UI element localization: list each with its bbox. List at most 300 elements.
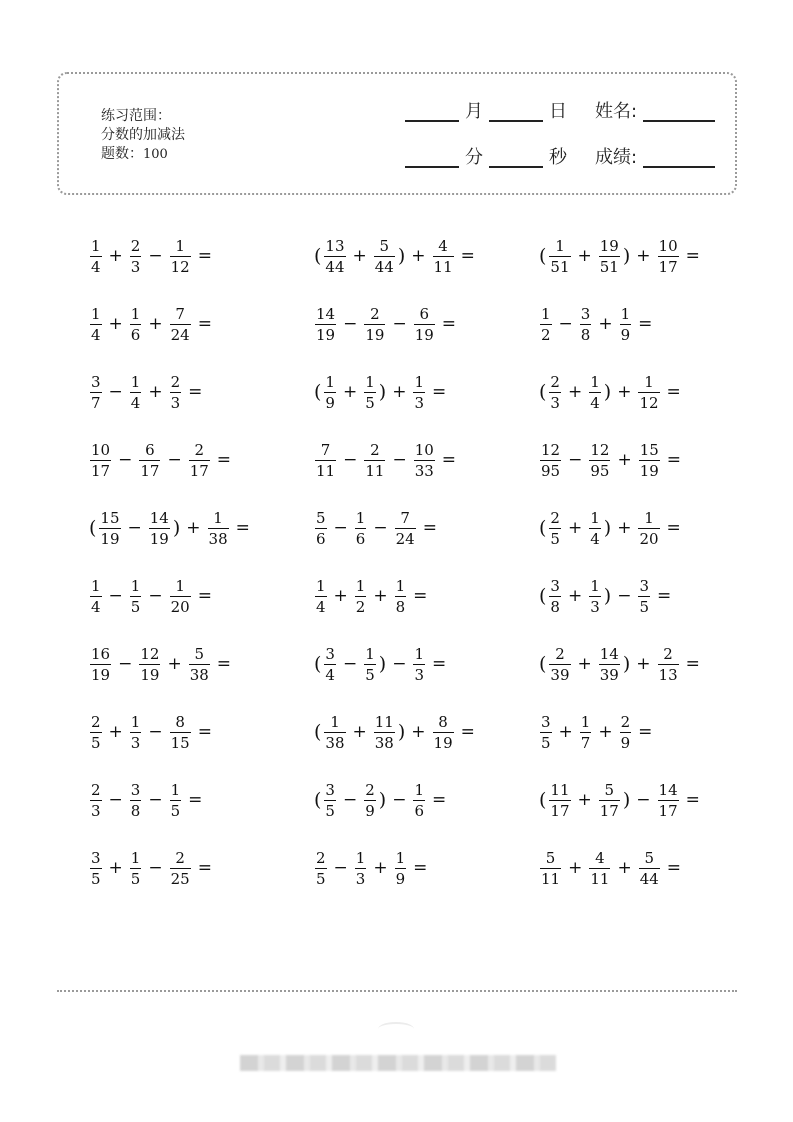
operator: + (108, 722, 123, 742)
denominator: 38 (189, 665, 209, 684)
numerator: 1 (541, 304, 551, 323)
operator: + (352, 246, 367, 266)
fraction (620, 714, 632, 751)
numerator: 1 (325, 372, 335, 391)
fraction (549, 782, 570, 819)
denominator: 5 (325, 801, 335, 820)
problem-item (88, 234, 217, 278)
fraction (374, 238, 395, 275)
numerator: 1 (365, 644, 375, 663)
fraction (540, 306, 552, 343)
month-label: 月 (465, 101, 483, 122)
parenthesis: ) (378, 653, 387, 675)
numerator: 1 (395, 848, 406, 867)
parenthesis: ( (539, 653, 547, 675)
numerator: 1 (330, 712, 340, 731)
operator: − (343, 314, 358, 334)
denominator: 33 (414, 461, 434, 480)
denominator: 19 (639, 461, 659, 480)
worksheet-header (57, 72, 737, 195)
fraction (130, 374, 142, 411)
numerator: 19 (599, 236, 619, 255)
parenthesis: ) (603, 585, 612, 607)
denominator: 9 (620, 733, 631, 752)
parenthesis: ) (603, 517, 612, 539)
fraction (170, 850, 191, 887)
denominator: 4 (316, 597, 326, 616)
numerator: 3 (639, 576, 649, 595)
parenthesis: ) (172, 517, 181, 539)
denominator: 5 (550, 529, 560, 548)
fraction (99, 510, 120, 547)
numerator: 3 (91, 848, 101, 867)
equals-sign: = (460, 722, 475, 742)
time-score-row (405, 148, 715, 168)
operator: + (567, 518, 583, 538)
denominator: 11 (541, 869, 561, 888)
numerator: 10 (91, 440, 111, 459)
fraction (413, 782, 425, 819)
fraction (208, 510, 229, 547)
fraction (170, 238, 191, 275)
operator: − (392, 790, 407, 810)
denominator: 4 (91, 325, 101, 344)
operator: + (108, 246, 123, 266)
problem-item (313, 846, 432, 890)
denominator: 4 (130, 393, 141, 412)
numerator: 16 (91, 644, 111, 663)
equals-sign: = (431, 790, 447, 810)
numerator: 1 (644, 508, 654, 527)
fraction (658, 782, 679, 819)
equals-sign: = (685, 790, 700, 810)
fraction (658, 646, 679, 683)
parenthesis: ( (314, 653, 322, 675)
denominator: 11 (316, 461, 336, 480)
fraction (639, 442, 660, 479)
day-label: 日 (549, 101, 567, 122)
numerator: 4 (595, 848, 605, 867)
equals-sign: = (431, 382, 447, 402)
fraction (364, 306, 385, 343)
equals-sign: = (666, 382, 681, 402)
fraction (170, 578, 191, 615)
operator: − (558, 314, 573, 334)
parenthesis: ) (378, 789, 387, 811)
practice-range-value: 分数的加减法 (101, 127, 185, 143)
operator: − (118, 654, 133, 674)
equals-sign: = (216, 654, 232, 674)
problem-item (313, 302, 461, 346)
fraction (540, 442, 561, 479)
numerator: 10 (658, 236, 678, 255)
denominator: 44 (325, 257, 345, 276)
numerator: 5 (194, 644, 204, 663)
operator: − (118, 450, 133, 470)
problem-item (538, 438, 686, 482)
fraction (638, 578, 650, 615)
fraction (324, 374, 336, 411)
parenthesis: ( (314, 381, 322, 403)
numerator: 6 (145, 440, 155, 459)
fraction (414, 306, 435, 343)
operator: + (392, 382, 407, 402)
problem-item (313, 234, 480, 278)
denominator: 51 (599, 257, 619, 276)
fraction (315, 306, 336, 343)
operator: − (342, 790, 358, 810)
denominator: 9 (620, 325, 631, 344)
operator: + (567, 382, 583, 402)
equals-sign: = (197, 722, 212, 742)
numerator: 1 (91, 304, 101, 323)
numerator: 7 (320, 440, 331, 459)
fraction (130, 782, 142, 819)
problem-item (313, 710, 480, 754)
operator: − (343, 450, 358, 470)
numerator: 2 (555, 644, 565, 663)
numerator: 2 (130, 236, 141, 255)
numerator: 2 (550, 508, 560, 527)
fraction (170, 306, 191, 343)
fraction (638, 374, 659, 411)
equals-sign: = (216, 450, 232, 470)
fraction (90, 442, 111, 479)
fraction (315, 850, 327, 887)
fraction (639, 850, 660, 887)
numerator: 10 (414, 440, 434, 459)
numerator: 5 (604, 780, 615, 799)
denominator: 9 (365, 801, 375, 820)
numerator: 7 (400, 508, 410, 527)
denominator: 19 (100, 529, 120, 548)
denominator: 39 (550, 665, 570, 684)
problem-item (538, 778, 705, 822)
denominator: 4 (590, 393, 600, 412)
numerator: 3 (325, 644, 335, 663)
fraction (170, 714, 191, 751)
fraction (549, 374, 561, 411)
denominator: 4 (325, 665, 335, 684)
denominator: 3 (130, 733, 141, 752)
equals-sign: = (441, 450, 457, 470)
parenthesis: ( (539, 585, 547, 607)
denominator: 9 (395, 869, 406, 888)
problem-item (88, 778, 207, 822)
denominator: 38 (325, 733, 345, 752)
problem-item (88, 302, 217, 346)
operator: − (108, 586, 123, 606)
problem-item (313, 370, 451, 414)
operator: + (352, 722, 367, 742)
fraction (599, 646, 620, 683)
parenthesis: ) (397, 721, 406, 743)
denominator: 19 (414, 325, 434, 344)
equals-sign: = (197, 858, 212, 878)
denominator: 17 (91, 461, 111, 480)
denominator: 4 (91, 597, 101, 616)
score-blank[interactable] (643, 148, 715, 168)
fraction (90, 374, 102, 411)
operator: + (617, 382, 632, 402)
equals-sign: = (197, 586, 212, 606)
operator: − (392, 314, 407, 334)
denominator: 3 (414, 393, 424, 412)
numerator: 1 (175, 576, 185, 595)
operator: + (598, 314, 613, 334)
minute-blank[interactable] (405, 148, 459, 168)
parenthesis: ( (314, 721, 322, 743)
operator: − (342, 654, 358, 674)
numerator: 1 (355, 508, 366, 527)
operator: − (148, 858, 163, 878)
score-label: 成绩: (595, 147, 638, 168)
numerator: 2 (663, 644, 673, 663)
denominator: 44 (639, 869, 659, 888)
footer-watermark-arc (378, 1022, 414, 1036)
fraction (540, 714, 552, 751)
parenthesis: ( (539, 245, 547, 267)
numerator: 1 (91, 236, 101, 255)
denominator: 9 (325, 393, 335, 412)
problem-item (313, 438, 461, 482)
numerator: 5 (379, 236, 390, 255)
operator: + (568, 858, 583, 878)
fraction (315, 578, 327, 615)
denominator: 3 (130, 257, 141, 276)
parenthesis: ( (314, 245, 322, 267)
denominator: 5 (639, 597, 649, 616)
operator: − (392, 654, 407, 674)
operator: − (148, 722, 163, 742)
fraction (589, 850, 610, 887)
denominator: 8 (550, 597, 560, 616)
numerator: 1 (580, 712, 591, 731)
equals-sign: = (197, 314, 212, 334)
month-blank[interactable] (405, 102, 459, 122)
fraction (130, 850, 142, 887)
numerator: 2 (91, 712, 101, 731)
problem-item (313, 778, 451, 822)
operator: + (617, 518, 632, 538)
fraction (549, 238, 570, 275)
numerator: 1 (355, 576, 366, 595)
fraction (90, 646, 111, 683)
operator: + (411, 246, 426, 266)
operator: − (108, 790, 123, 810)
fraction (170, 374, 182, 411)
parenthesis: ( (539, 381, 547, 403)
numerator: 14 (316, 304, 336, 323)
parenthesis: ) (622, 653, 631, 675)
equals-sign: = (188, 382, 203, 402)
denominator: 3 (355, 869, 366, 888)
denominator: 5 (316, 869, 326, 888)
operator: − (148, 586, 163, 606)
fraction (90, 238, 102, 275)
problem-item (538, 642, 705, 686)
day-blank[interactable] (489, 102, 543, 122)
numerator: 2 (550, 372, 560, 391)
fraction (130, 714, 142, 751)
minute-label: 分 (465, 147, 483, 168)
operator: + (598, 722, 613, 742)
numerator: 1 (590, 576, 600, 595)
denominator: 5 (130, 869, 141, 888)
numerator: 2 (170, 372, 181, 391)
numerator: 3 (91, 372, 101, 391)
operator: + (108, 314, 123, 334)
denominator: 11 (590, 869, 610, 888)
numerator: 1 (130, 712, 141, 731)
denominator: 7 (580, 733, 591, 752)
fraction (139, 442, 160, 479)
parenthesis: ) (622, 245, 631, 267)
denominator: 25 (170, 869, 190, 888)
denominator: 6 (355, 529, 366, 548)
fraction (130, 578, 142, 615)
numerator: 1 (213, 508, 223, 527)
operator: + (636, 654, 651, 674)
numerator: 5 (644, 848, 654, 867)
numerator: 1 (414, 372, 424, 391)
denominator: 4 (590, 529, 600, 548)
fraction (90, 850, 102, 887)
fraction (170, 782, 182, 819)
fraction (364, 374, 376, 411)
numerator: 1 (395, 576, 406, 595)
fraction (413, 374, 425, 411)
operator: − (617, 586, 632, 606)
fraction (599, 238, 620, 275)
operator: + (373, 586, 388, 606)
fraction (130, 238, 142, 275)
denominator: 51 (550, 257, 570, 276)
fraction (355, 850, 367, 887)
denominator: 13 (658, 665, 678, 684)
problem-item (313, 642, 451, 686)
parenthesis: ) (397, 245, 406, 267)
operator: − (127, 518, 142, 538)
fraction (589, 374, 601, 411)
fraction (549, 578, 561, 615)
fraction (355, 510, 367, 547)
equals-sign: = (413, 858, 428, 878)
numerator: 15 (639, 440, 659, 459)
fraction (433, 714, 454, 751)
fraction (395, 850, 407, 887)
numerator: 14 (599, 644, 619, 663)
operator: + (617, 450, 632, 470)
equals-sign: = (197, 246, 212, 266)
denominator: 95 (590, 461, 610, 480)
equals-sign: = (638, 722, 653, 742)
numerator: 3 (325, 780, 335, 799)
numerator: 11 (374, 712, 394, 731)
second-blank[interactable] (489, 148, 543, 168)
fraction (324, 238, 345, 275)
denominator: 5 (365, 665, 375, 684)
problem-item (88, 642, 236, 686)
problem-item (88, 846, 217, 890)
fraction (658, 238, 679, 275)
numerator: 1 (644, 372, 654, 391)
fraction (355, 578, 367, 615)
denominator: 38 (208, 529, 228, 548)
problem-item (88, 710, 217, 754)
fraction (413, 646, 425, 683)
denominator: 19 (316, 325, 336, 344)
denominator: 2 (541, 325, 551, 344)
operator: + (186, 518, 201, 538)
denominator: 17 (189, 461, 209, 480)
operator: − (167, 450, 182, 470)
numerator: 1 (130, 848, 141, 867)
denominator: 3 (550, 393, 560, 412)
denominator: 19 (365, 325, 385, 344)
denominator: 4 (91, 257, 101, 276)
denominator: 5 (91, 733, 101, 752)
denominator: 24 (395, 529, 415, 548)
problem-count-label: 题数： (101, 146, 143, 162)
fraction (433, 238, 454, 275)
fraction (638, 510, 659, 547)
fraction (414, 442, 435, 479)
numerator: 3 (130, 780, 141, 799)
operator: + (167, 654, 182, 674)
name-blank[interactable] (643, 102, 715, 122)
date-name-row (405, 102, 715, 122)
denominator: 6 (316, 529, 326, 548)
denominator: 5 (130, 597, 141, 616)
operator: + (636, 246, 651, 266)
problem-count (101, 145, 185, 164)
numerator: 15 (100, 508, 120, 527)
denominator: 17 (658, 801, 678, 820)
numerator: 1 (414, 644, 424, 663)
bottom-divider (57, 990, 737, 992)
problem-item (538, 234, 705, 278)
denominator: 8 (395, 597, 406, 616)
problem-item (88, 506, 255, 550)
numerator: 2 (91, 780, 101, 799)
operator: + (373, 858, 388, 878)
numerator: 1 (175, 236, 185, 255)
denominator: 17 (599, 801, 619, 820)
fraction (90, 714, 102, 751)
numerator: 1 (316, 576, 326, 595)
denominator: 3 (590, 597, 600, 616)
fraction (589, 510, 601, 547)
equals-sign: = (656, 586, 672, 606)
denominator: 6 (130, 325, 141, 344)
numerator: 1 (555, 236, 565, 255)
parenthesis: ( (314, 789, 322, 811)
numerator: 5 (316, 508, 326, 527)
numerator: 3 (541, 712, 551, 731)
numerator: 8 (175, 712, 185, 731)
fraction (324, 714, 345, 751)
numerator: 4 (438, 236, 448, 255)
fraction (364, 442, 385, 479)
denominator: 38 (374, 733, 394, 752)
equals-sign: = (460, 246, 475, 266)
denominator: 12 (639, 393, 659, 412)
denominator: 7 (91, 393, 101, 412)
numerator: 12 (590, 440, 610, 459)
parenthesis: ( (539, 517, 547, 539)
fraction (620, 306, 632, 343)
